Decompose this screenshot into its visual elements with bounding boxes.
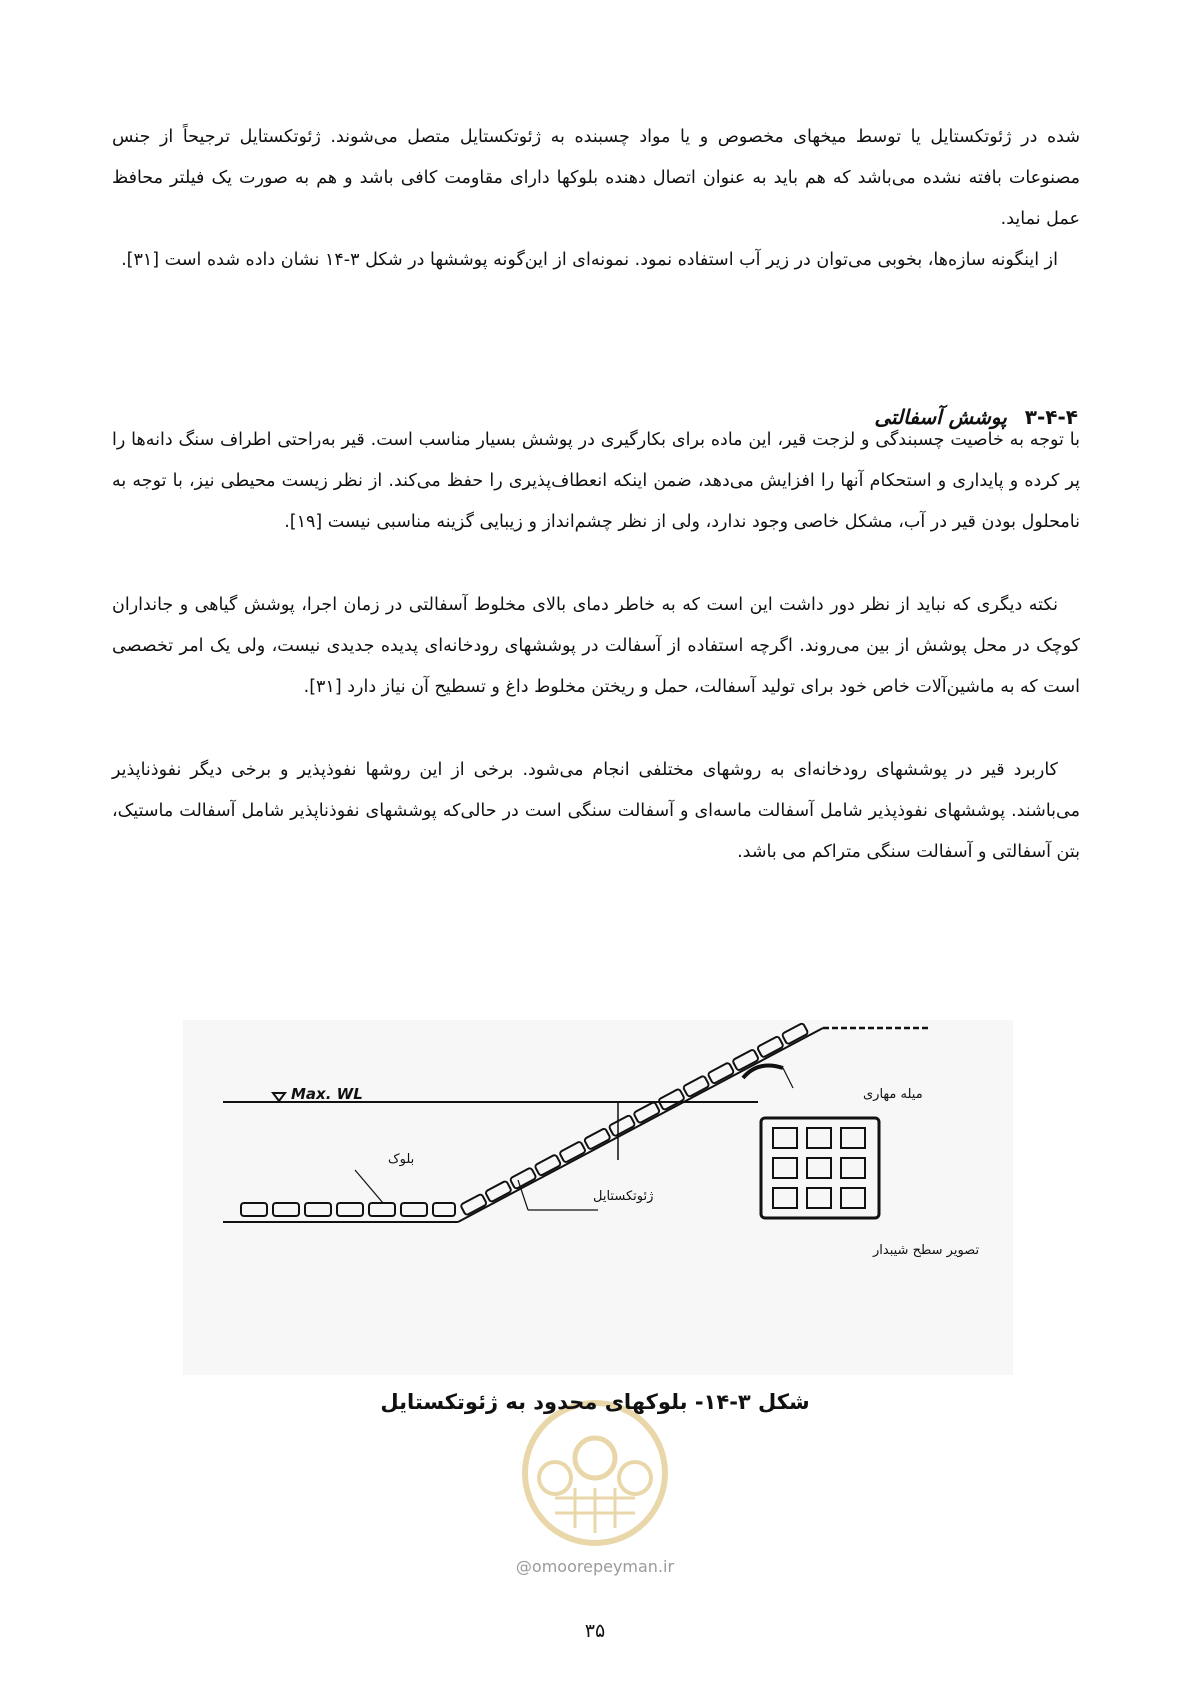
watermark-circle [525,1403,665,1543]
watermark-scale-icon [539,1462,571,1494]
watermark-gear-icon [575,1438,615,1478]
page-number: ۳۵ [584,1620,606,1642]
paragraph-geotextile-attachment: شده در ژئوتکستایل یا توسط میخهای مخصوص و یا مواد چسبنده به ژئوتکستایل متصل می‌شوند. ژئوتکستایل ترجیحاً از جنس مصنوعات بافته نشده می‌باشد که هم باید به عنوان اتصال دهنده بلوکها دارای مقاومت کافی باشد و هم به صورت یک فیلتر محافظ عمل نماید. [112,127,1080,229]
water-level-label: Max. WL [291,1085,363,1103]
paragraph-bitumen-properties: با توجه به خاصیت چسبندگی و لزجت قیر، این ماده برای بکارگیری در پوشش بسیار مناسب است. قیر به‌راحتی اطراف سنگ دانه‌ها را پر کرده و پایداری و استحکام آنها را افزایش می‌دهد، ضمن اینکه انعطاف‌پذیری را حفظ می‌کند. از نظر زیست محیطی نیز، با توجه به نامحلول بودن قیر در آب، مشکل خاصی وجود ندارد، ولی از نظر چشم‌انداز و زیبایی گزینه مناسبی نیست [۱۹]. [112,430,1080,532]
anchor-rod-label: میله مهاری [863,1087,923,1102]
paragraph-bitumen-methods: کاربرد قیر در پوششهای رودخانه‌ای به روشهای مختلفی انجام می‌شود. برخی از این روشها نفوذپذیر و برخی دیگر نفوذناپذیر می‌باشند. پوششهای نفوذپذیر شامل آسفالت ماسه‌ای و آسفالت سنگی است در حالی‌که پوششهای نفوذناپذیر شامل آسفالت ماستیک، بتن آسفالتی و آسفالت سنگی متراکم می باشد. [112,760,1080,862]
watermark-excavator-icon [619,1462,651,1494]
block-label: بلوک [388,1152,415,1167]
paragraph-underwater-use: از اینگونه سازه‌ها، بخوبی می‌توان در زیر آب استفاده نمود. نمونه‌ای از این‌گونه پوششها در شکل ۳-۱۴ نشان داده شده است [۳۱]. [121,250,1058,270]
watermark-site: @omoorepeyman.ir [515,1557,675,1576]
section-title: پوشش آسفالتی [874,405,1007,429]
geotextile-label: ژئوتکستایل [593,1189,654,1204]
paragraph-asphalt-temperature: نکته دیگری که نباید از نظر دور داشت این است که به خاطر دمای بالای مخلوط آسفالتی در زمان اجرا، پوشش گیاهی و جانداران کوچک در محل پوشش از بین می‌روند. اگرچه استفاده از آسفالت در پوششهای رودخانه‌ای پدیده جدیدی نیست، ولی یک امر تخصصی است که به ماشین‌آلات خاص خود برای تولید آسفالت، حمل و ریختن مخلوط داغ و تسطیح آن نیاز دارد [۳۱]. [112,595,1080,697]
section-number: ۳-۴-۴ [1024,405,1078,429]
geotextile-blocks-figure [183,1020,1013,1375]
watermark-brick-icon [555,1488,635,1533]
slope-view-label: تصویر سطح شیبدار [873,1243,980,1258]
figure-caption: شکل ۳-۱۴- بلوکهای محدود به ژئوتکستایل [380,1390,810,1414]
